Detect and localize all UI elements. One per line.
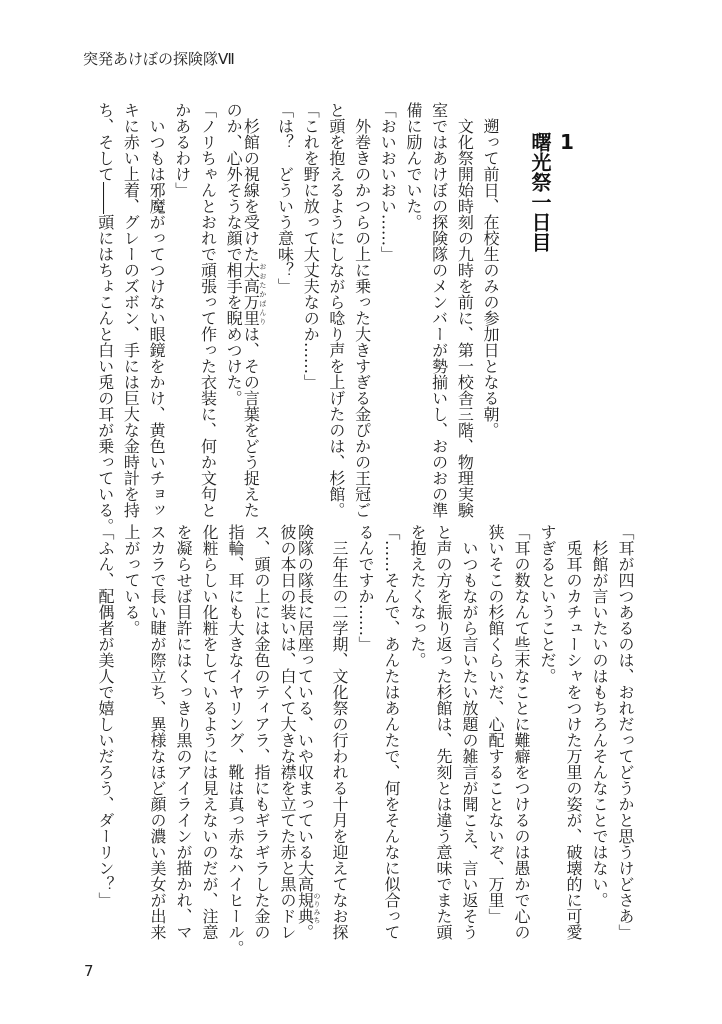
text-line: 「……そんで、あんたはあんたで、何をそんなに似合って — [382, 524, 401, 940]
text-line: すぎるということだ。 — [538, 524, 557, 684]
text-line: 上がっている。 — [122, 524, 141, 636]
text-line: と声の方を振り返った杉館は、先刻とは違う意味でまた頭 — [434, 524, 453, 940]
text-line: 「これを野に放って大丈夫なのか……」 — [301, 102, 321, 390]
text-line: ち、そして――頭にはちょこんと白い兎の耳が乗っている。 — [95, 102, 115, 534]
running-header: 突発あけぼの探険隊Ⅶ — [83, 50, 235, 68]
text-line: 室ではあけぼの探険隊のメンバーが勢揃いし、おのおの準 — [429, 102, 449, 518]
text-line: 「ふん、配偶者が美人で嬉しいだろう、ダーリン？」 — [96, 524, 115, 908]
page-number: 7 — [84, 962, 94, 980]
text-line: るんですか……」 — [356, 524, 375, 652]
text-line: 指輪、耳にも大きなイヤリング、靴は真っ赤なハイヒール。 — [226, 524, 245, 956]
text-line: 文化祭開始時刻の九時を前に、第一校舎三階、物理実験 — [455, 102, 475, 518]
text-line: 三年生の二学期、文化祭の行われる十月を迎えてなお探 — [330, 524, 349, 940]
chapter-title — [528, 132, 579, 252]
text-line: 彼の本日の装いは、白くて大きな襟を立てた赤と黒のドレ — [278, 524, 297, 940]
text-line: のか、心外そうな顔で相手を睨めつけた。 — [224, 102, 244, 406]
text-line: 杉館の視線を受けた大高万里おおたかばんりは、その言葉をどう捉えた — [241, 102, 267, 518]
text-line: 険隊の隊長に居座っている、いや収まっている大高規典のりみち。 — [295, 524, 321, 940]
chapter-name: 曙光祭一日目 — [528, 132, 552, 252]
text-line: 杉館が言いたいのはもちろんそんなことではない。 — [590, 524, 609, 908]
text-line: 狭いそこの杉館くらいだ、心配することないぞ、万里」 — [486, 524, 505, 924]
text-line: と頭を抱えるようにしながら唸り声を上げたのは、杉館。 — [326, 102, 346, 518]
text-line: 「ノリちゃんとおれで頑張って作った衣装に、何か文句と — [198, 102, 218, 518]
text-line: 化粧らしい化粧をしているようには見えないのだが、注意 — [200, 524, 219, 940]
text-line: 「は？ どういう意味？」 — [275, 102, 295, 294]
ruby-annotation: 大高万里おおたかばんり — [241, 262, 267, 326]
text-line: ス、頭の上には金色のティアラ、指にもギラギラした金の — [252, 524, 271, 940]
text-line: を抱えたくなった。 — [408, 524, 427, 668]
ruby-annotation: 規典のりみち — [295, 892, 321, 924]
text-tier-bottom — [87, 524, 635, 956]
text-line: いつもながら言いたい放題の雑言が聞こえ、言い返そう — [460, 524, 479, 940]
text-line: かあるわけ」 — [172, 102, 192, 198]
text-line: 備に励んでいた。 — [403, 102, 423, 230]
text-tier-top — [87, 102, 500, 534]
text-line: を凝らせば目許にはくっきり黒のアイラインが描かれ、マ — [174, 524, 193, 940]
text-line: いつもは邪魔がってつけない眼鏡をかけ、黄色いチョッ — [147, 102, 167, 518]
text-line: 遡って前日、在校生のみの参加日となる朝。 — [481, 102, 500, 438]
text-line: 外巻きのかつらの上に乗った大きすぎる金ぴかの王冠ご — [352, 102, 372, 518]
text-line: 「おいおいおい……」 — [378, 102, 398, 262]
text-line: 兎耳のカチューシャをつけた万里の姿が、破壊的に可愛 — [564, 524, 583, 940]
text-line: キに赤い上着、グレーのズボン、手には巨大な金時計を持 — [121, 102, 141, 518]
text-line: 「耳の数なんて些末なことに難癖をつけるのは愚かで心の — [512, 524, 531, 940]
text-line: 「耳が四つあるのは、おれだってどうかと思うけどさあ」 — [616, 524, 635, 940]
chapter-number: 1 — [560, 132, 574, 152]
text-line: スカラで長い睫が際立ち、異様なほど顔の濃い美女が出来 — [148, 524, 167, 940]
